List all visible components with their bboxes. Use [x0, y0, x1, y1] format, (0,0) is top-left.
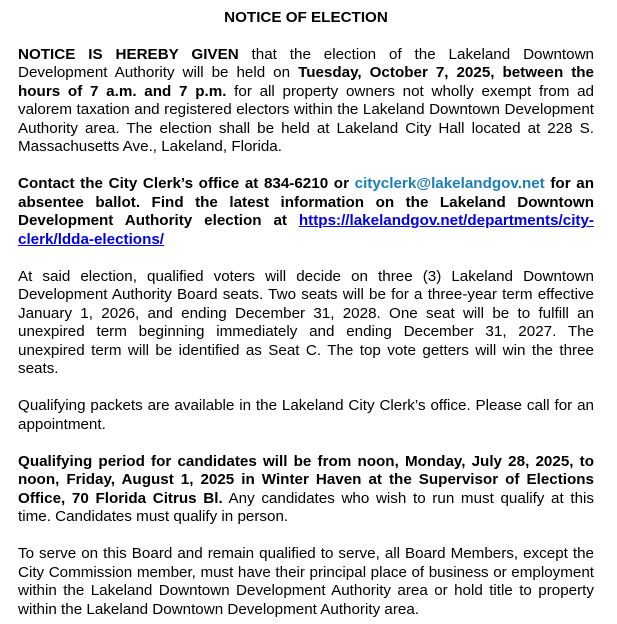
contact-paragraph [18, 175, 594, 249]
qualifying-period-text: Qualifying period for candidates will be from noon, Monday, July 28, 2025, to noon, Friday, August 1, 2025 in Winter Haven at the Supervisor of Elections Office, 70 Florida Citrus Bl. [18, 452, 594, 507]
contact-text-1: Contact the City Clerk’s office at 834-6210 or [18, 175, 355, 192]
contact-text-2: for an absentee ballot. Find the latest information on the Lakeland Downtown Development Authority election at [18, 175, 594, 229]
election-announcement-paragraph [18, 46, 594, 157]
qualifying-packets-paragraph: Qualifying packets are available in the Lakeland City Clerk’s office. Please call for an appointment. [18, 397, 594, 433]
ldda-elections-link[interactable]: https://lakelandgov.net/departments/city-clerk/ldda-elections/ [18, 212, 594, 248]
notice-title: NOTICE OF ELECTION [224, 9, 388, 26]
seats-paragraph: At said election, qualified voters will decide on three (3) Lakeland Downtown Development Authority Board seats. Two seats will be for a three-year term effective January 1, 2026, and ending December 31, 2028. One seat will be to fulfill an unexpired term beginning immediately and ending December 31, 2027. The unexpired term will be identified as Seat C. The top vote getters will win the three seats. [18, 267, 594, 377]
announcement-text-2: for all property owners not wholly exempt from ad valorem taxation and registered electors within the Lakeland Downtown Development Authority area. The election shall be held at Lakeland City Hall located at 228 S. Massachusetts Ave., Lakeland, Florida. [18, 82, 594, 155]
notice-lead: NOTICE IS HEREBY GIVEN [18, 45, 239, 63]
election-notice [18, 0, 594, 619]
qualifying-period-paragraph [18, 453, 594, 527]
qualifying-instructions-text: Any candidates who wish to run must qualify at this time. Candidates must qualify in person. [18, 489, 594, 525]
announcement-text-1: that the election of the Lakeland Downtown Development Authority will be held on [18, 45, 594, 81]
city-clerk-email-link[interactable]: cityclerk@lakelandgov.net [354, 175, 545, 192]
election-date-time: Tuesday, October 7, 2025, between the hours of 7 a.m. and 7 p.m. [18, 64, 594, 100]
board-qualification-paragraph: To serve on this Board and remain qualified to serve, all Board Members, except the City Commission member, must have their principal place of business or employment within the Lakeland Downtown Development Authority area or hold title to property within the Lakeland Downtown Development Authority area. [18, 545, 594, 618]
